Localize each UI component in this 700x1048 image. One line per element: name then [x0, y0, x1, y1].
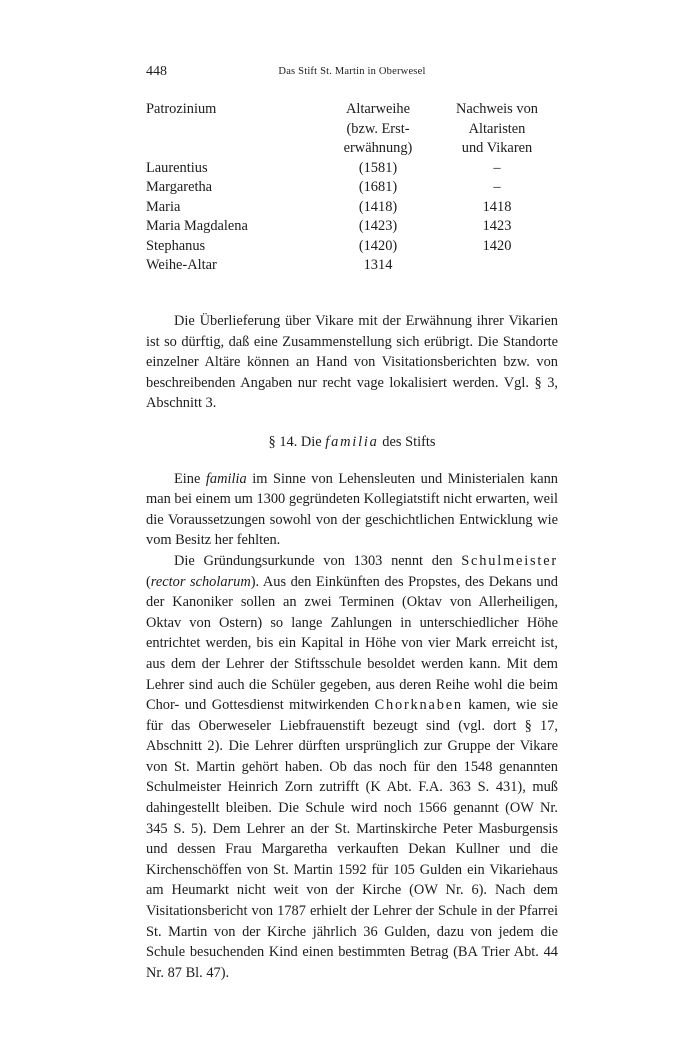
- table-row: [146, 198, 562, 218]
- cell-altarweihe: (1420): [358, 237, 398, 254]
- header-nachweis: [432, 100, 562, 159]
- text-run: im Sinne von Lehensleuten und Ministerialen kann man bei einem um 1300 gegründeten Kollegiatstift nicht erwarten, weil die Voraussetzungen sowohl von der geschichtlichen Entwicklung wie vom Besitz her fehlten.: [146, 470, 558, 549]
- altar-table: [146, 100, 562, 276]
- cell-patrozinium: Weihe-Altar: [146, 257, 217, 273]
- text-run: Die Gründungsurkunde von 1303 nennt den: [174, 552, 462, 569]
- spaced-term: Chorknaben: [374, 697, 463, 714]
- table-row: [146, 159, 562, 179]
- header-line: (bzw. Erst-: [346, 120, 410, 137]
- cell-patrozinium: Maria Magdalena: [146, 218, 248, 234]
- text-run: Eine: [174, 470, 206, 487]
- page-header: [146, 64, 558, 84]
- header-line: Altaristen: [468, 120, 526, 137]
- cell-nachweis: –: [493, 159, 501, 176]
- header-line: und Vikaren: [461, 140, 533, 156]
- section-prefix: § 14. Die: [268, 433, 326, 450]
- cell-nachweis: 1423: [482, 218, 512, 234]
- table-row: [146, 237, 562, 257]
- cell-nachweis: –: [493, 179, 501, 195]
- cell-altarweihe: 1314: [363, 257, 393, 273]
- cell-nachweis: [432, 256, 562, 276]
- cell-nachweis: 1420: [482, 237, 512, 254]
- paragraph-vikare: Die Überlieferung über Vikare mit der Erwähnung ihrer Vikarien ist so dürftig, daß eine Zusammenstellung sich erübrigt. Die Standorte einzelner Altäre können an Hand von Visitationsberichten bzw. von beschreibenden Angaben nur recht vage lokalisiert werden. Vgl. § 3, Abschnitt 3.: [146, 313, 558, 412]
- cell-altarweihe: (1581): [358, 159, 398, 176]
- paragraph-familia: [146, 469, 558, 551]
- italic-term: familia: [205, 470, 247, 487]
- header-altarweihe: [324, 100, 432, 159]
- header-line: erwähnung): [343, 140, 413, 156]
- spaced-term: Schulmeister: [461, 552, 558, 569]
- header-line: Nachweis von: [456, 101, 538, 117]
- table-row: [146, 178, 562, 198]
- section-italic-word: familia: [325, 433, 379, 450]
- italic-term: rector scholarum: [150, 573, 251, 590]
- cell-patrozinium: Margaretha: [146, 179, 213, 195]
- table-row: [146, 256, 562, 276]
- cell-altarweihe: (1423): [358, 218, 398, 234]
- cell-altarweihe: (1418): [358, 198, 398, 215]
- cell-patrozinium: Maria: [146, 198, 181, 215]
- paragraph-schule: [146, 551, 558, 983]
- table-header-row: [146, 100, 562, 159]
- cell-nachweis: 1418: [482, 198, 512, 215]
- text-run: (: [146, 573, 151, 590]
- table-row: [146, 217, 562, 237]
- section-suffix: des Stifts: [378, 433, 436, 450]
- header-patrozinium: [146, 100, 324, 159]
- text-run: ). Aus den Einkünften des Propstes, des Dekans und der Kanoniker sollen an zwei Terminen (Oktav von Allerheiligen, Oktav von Ostern) so lange Zahlungen in unterschiedlicher Höhe entrichtet werden, bis ein Kapital in Höhe von vier Mark erreicht ist, aus dem der Lehrer der Stiftsschule besoldet werden kann. Mit dem Lehrer sind auch die Schüler gegeben, aus deren Reihe wohl die beim Chor- und Gottesdienst mitwirkenden: [146, 573, 558, 714]
- header-line: Patrozinium: [146, 101, 217, 117]
- body-text: [146, 311, 558, 983]
- header-line: Altarweihe: [346, 101, 410, 117]
- cell-patrozinium: Laurentius: [146, 159, 208, 176]
- running-title: Das Stift St. Martin in Oberwesel: [278, 66, 426, 77]
- cell-altarweihe: (1681): [358, 179, 398, 195]
- section-heading: [146, 432, 558, 453]
- text-run: kamen, wie sie für das Oberweseler Liebfrauenstift bezeugt sind (vgl. dort § 17, Abschnitt 2). Die Lehrer dürften ursprünglich zur Gruppe der Vikare von St. Martin gehört haben. Ob das noch für den 1548 genannten Schulmeister Heinrich Zorn zutrifft (K Abt. F.A. 363 S. 431), muß dahingestellt bleiben. Die Schule wird noch 1566 genannt (OW Nr. 345 S. 5). Dem Lehrer an der St. Martinskirche Peter Masburgensis und dessen Frau Margaretha verkauften Dekan Kullner und die Kirchenschöffen von St. Martin 1592 für 105 Gulden ein Vikariehaus am Heumarkt nicht weit von der Kirche (OW Nr. 6). Nach dem Visitationsbericht von 1787 erhielt der Lehrer der Schule in der Pfarrei St. Martin von der Kirche jährlich 36 Gulden, dazu von jedem die Schule besuchenden Kind einen bestimmten Betrag (BA Trier Abt. 44 Nr. 87 Bl. 47).: [146, 697, 559, 981]
- page-number: 448: [146, 64, 167, 79]
- cell-patrozinium: Stephanus: [146, 237, 206, 254]
